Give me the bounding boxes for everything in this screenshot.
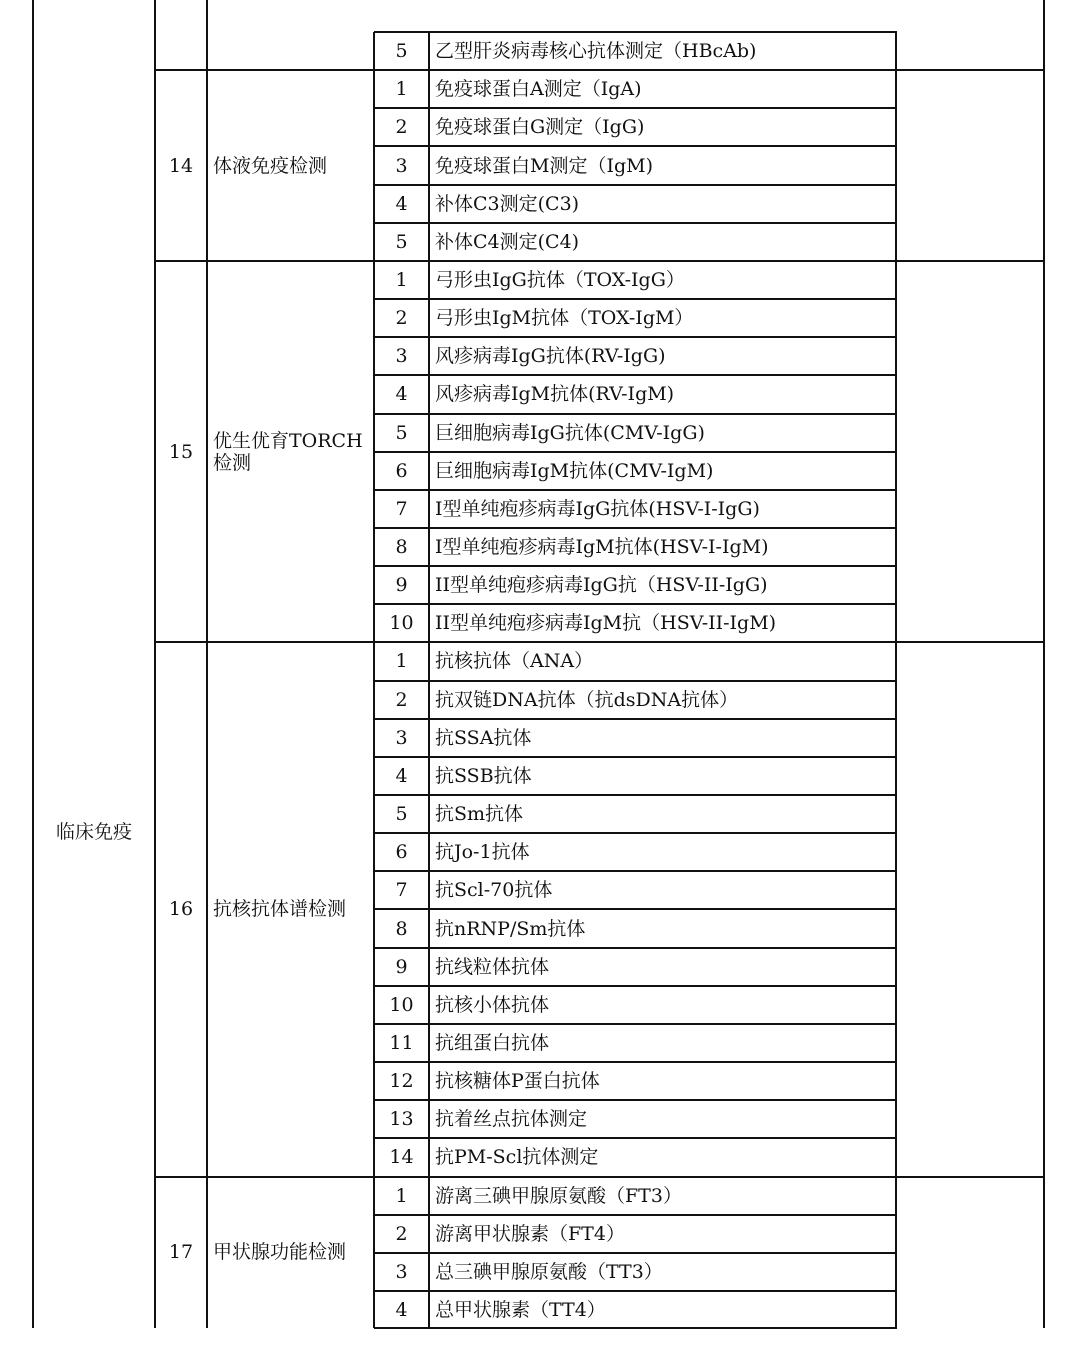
- row-divider: [374, 413, 897, 415]
- group-name: 体液免疫检测: [213, 154, 328, 177]
- row-divider: [374, 832, 897, 834]
- item-number: 10: [389, 612, 414, 635]
- item-name: 风疹病毒IgM抗体(RV-IgM): [435, 383, 675, 406]
- row-divider: [374, 947, 897, 949]
- item-number: 5: [395, 230, 408, 253]
- item-number: 4: [395, 1299, 408, 1322]
- row-divider: [374, 680, 897, 682]
- row-divider: [374, 145, 897, 147]
- item-name: 抗nRNP/Sm抗体: [435, 917, 586, 940]
- item-name: 总甲状腺素（TT4）: [435, 1299, 606, 1322]
- row-divider: [374, 908, 897, 910]
- item-name: 总三碘甲腺原氨酸（TT3）: [435, 1260, 663, 1283]
- item-name: 抗组蛋白抗体: [435, 1031, 550, 1054]
- item-name: I型单纯疱疹病毒IgM抗体(HSV-I-IgM): [435, 536, 769, 559]
- table-bottom-border: [374, 1327, 897, 1329]
- row-divider: [374, 489, 897, 491]
- item-name: 抗核抗体（ANA）: [435, 650, 594, 673]
- item-name: 抗Scl-70抗体: [435, 879, 553, 902]
- group-number: 17: [168, 1241, 194, 1264]
- item-number: 4: [395, 764, 408, 787]
- item-number: 6: [395, 841, 408, 864]
- row-divider: [374, 184, 897, 186]
- item-name: 游离三碘甲腺原氨酸（FT3）: [435, 1184, 682, 1207]
- item-name: 补体C3测定(C3): [435, 192, 580, 215]
- row-divider: [374, 298, 897, 300]
- row-divider: [374, 1023, 897, 1025]
- item-name: 免疫球蛋白G测定（IgG): [435, 116, 645, 139]
- item-number: 8: [395, 917, 408, 940]
- item-name: II型单纯疱疹病毒IgM抗（HSV-II-IgM): [435, 612, 777, 635]
- item-name: 抗Jo-1抗体: [435, 841, 530, 864]
- column-divider: [206, 0, 208, 1328]
- row-divider: [374, 1099, 897, 1101]
- row-divider: [374, 1214, 897, 1216]
- item-number: 2: [395, 688, 408, 711]
- row-divider: [374, 870, 897, 872]
- item-number: 1: [395, 78, 408, 101]
- item-number: 10: [389, 993, 414, 1016]
- table-right-border: [1043, 0, 1045, 1328]
- row-divider: [374, 31, 897, 33]
- item-number: 6: [395, 459, 408, 482]
- item-number: 1: [395, 1184, 408, 1207]
- item-number: 2: [395, 307, 408, 330]
- row-divider: [374, 451, 897, 453]
- item-name: 抗着丝点抗体测定: [435, 1108, 588, 1131]
- row-divider: [374, 1061, 897, 1063]
- item-name: 巨细胞病毒IgM抗体(CMV-IgM): [435, 459, 714, 482]
- row-divider: [374, 374, 897, 376]
- table-left-border: [32, 0, 34, 1328]
- row-divider: [374, 565, 897, 567]
- item-number: 5: [395, 803, 408, 826]
- item-number: 13: [389, 1108, 414, 1131]
- item-name: I型单纯疱疹病毒IgG抗体(HSV-I-IgG): [435, 497, 760, 520]
- row-divider: [374, 718, 897, 720]
- item-name: 抗SSB抗体: [435, 764, 532, 787]
- item-number: 12: [389, 1070, 414, 1093]
- group-name: 抗核抗体谱检测: [213, 898, 347, 921]
- item-name: 风疹病毒IgG抗体(RV-IgG): [435, 345, 666, 368]
- item-name: 弓形虫IgM抗体（TOX-IgM）: [435, 307, 694, 330]
- group-divider: [155, 1176, 1045, 1178]
- group-name: 甲状腺功能检测: [213, 1241, 347, 1264]
- row-divider: [374, 107, 897, 109]
- item-number: 2: [395, 116, 408, 139]
- item-number: 5: [395, 421, 408, 444]
- row-divider: [374, 794, 897, 796]
- row-divider: [374, 756, 897, 758]
- item-name: 抗Sm抗体: [435, 803, 524, 826]
- item-number: 3: [395, 154, 408, 177]
- group-divider: [155, 260, 1045, 262]
- item-name: II型单纯疱疹病毒IgG抗（HSV-II-IgG): [435, 574, 768, 597]
- item-name: 抗双链DNA抗体（抗dsDNA抗体）: [435, 688, 739, 711]
- item-name: 抗核糖体P蛋白抗体: [435, 1070, 600, 1093]
- item-name: 抗SSA抗体: [435, 726, 532, 749]
- item-number: 3: [395, 1260, 408, 1283]
- item-number: 1: [395, 650, 408, 673]
- item-number: 7: [395, 879, 408, 902]
- row-divider: [374, 1290, 897, 1292]
- item-name: 免疫球蛋白A测定（IgA): [435, 78, 642, 101]
- item-name: 游离甲状腺素（FT4）: [435, 1222, 625, 1245]
- item-name: 弓形虫IgG抗体（TOX-IgG）: [435, 268, 685, 291]
- item-name: 乙型肝炎病毒核心抗体测定（HBcAb): [435, 40, 757, 63]
- item-name: 免疫球蛋白M测定（IgM): [435, 154, 653, 177]
- group-number: 15: [168, 440, 194, 463]
- row-divider: [374, 336, 897, 338]
- item-number: 3: [395, 726, 408, 749]
- item-number: 1: [395, 268, 408, 291]
- item-number: 14: [389, 1146, 414, 1169]
- category-label: 临床免疫: [55, 821, 132, 843]
- item-number: 3: [395, 345, 408, 368]
- item-name: 巨细胞病毒IgG抗体(CMV-IgG): [435, 421, 705, 444]
- item-name: 抗线粒体抗体: [435, 955, 550, 978]
- item-number: 9: [395, 574, 408, 597]
- group-number: 16: [168, 898, 194, 921]
- item-number: 11: [389, 1031, 414, 1054]
- group-divider: [155, 69, 1045, 71]
- item-name: 补体C4测定(C4): [435, 230, 580, 253]
- group-number: 14: [168, 154, 194, 177]
- item-number: 8: [395, 536, 408, 559]
- item-name: 抗PM-Scl抗体测定: [435, 1146, 599, 1169]
- group-divider: [155, 641, 1045, 643]
- row-divider: [374, 985, 897, 987]
- row-divider: [374, 1252, 897, 1254]
- item-number: 4: [395, 192, 408, 215]
- item-number: 7: [395, 497, 408, 520]
- row-divider: [374, 603, 897, 605]
- item-number: 2: [395, 1222, 408, 1245]
- item-name: 抗核小体抗体: [435, 993, 550, 1016]
- row-divider: [374, 1137, 897, 1139]
- item-number: 4: [395, 383, 408, 406]
- item-number: 9: [395, 955, 408, 978]
- group-name: 优生优育TORCH 检测: [213, 429, 363, 474]
- row-divider: [374, 222, 897, 224]
- row-divider: [374, 527, 897, 529]
- item-number: 5: [395, 40, 408, 63]
- column-divider: [154, 0, 156, 1328]
